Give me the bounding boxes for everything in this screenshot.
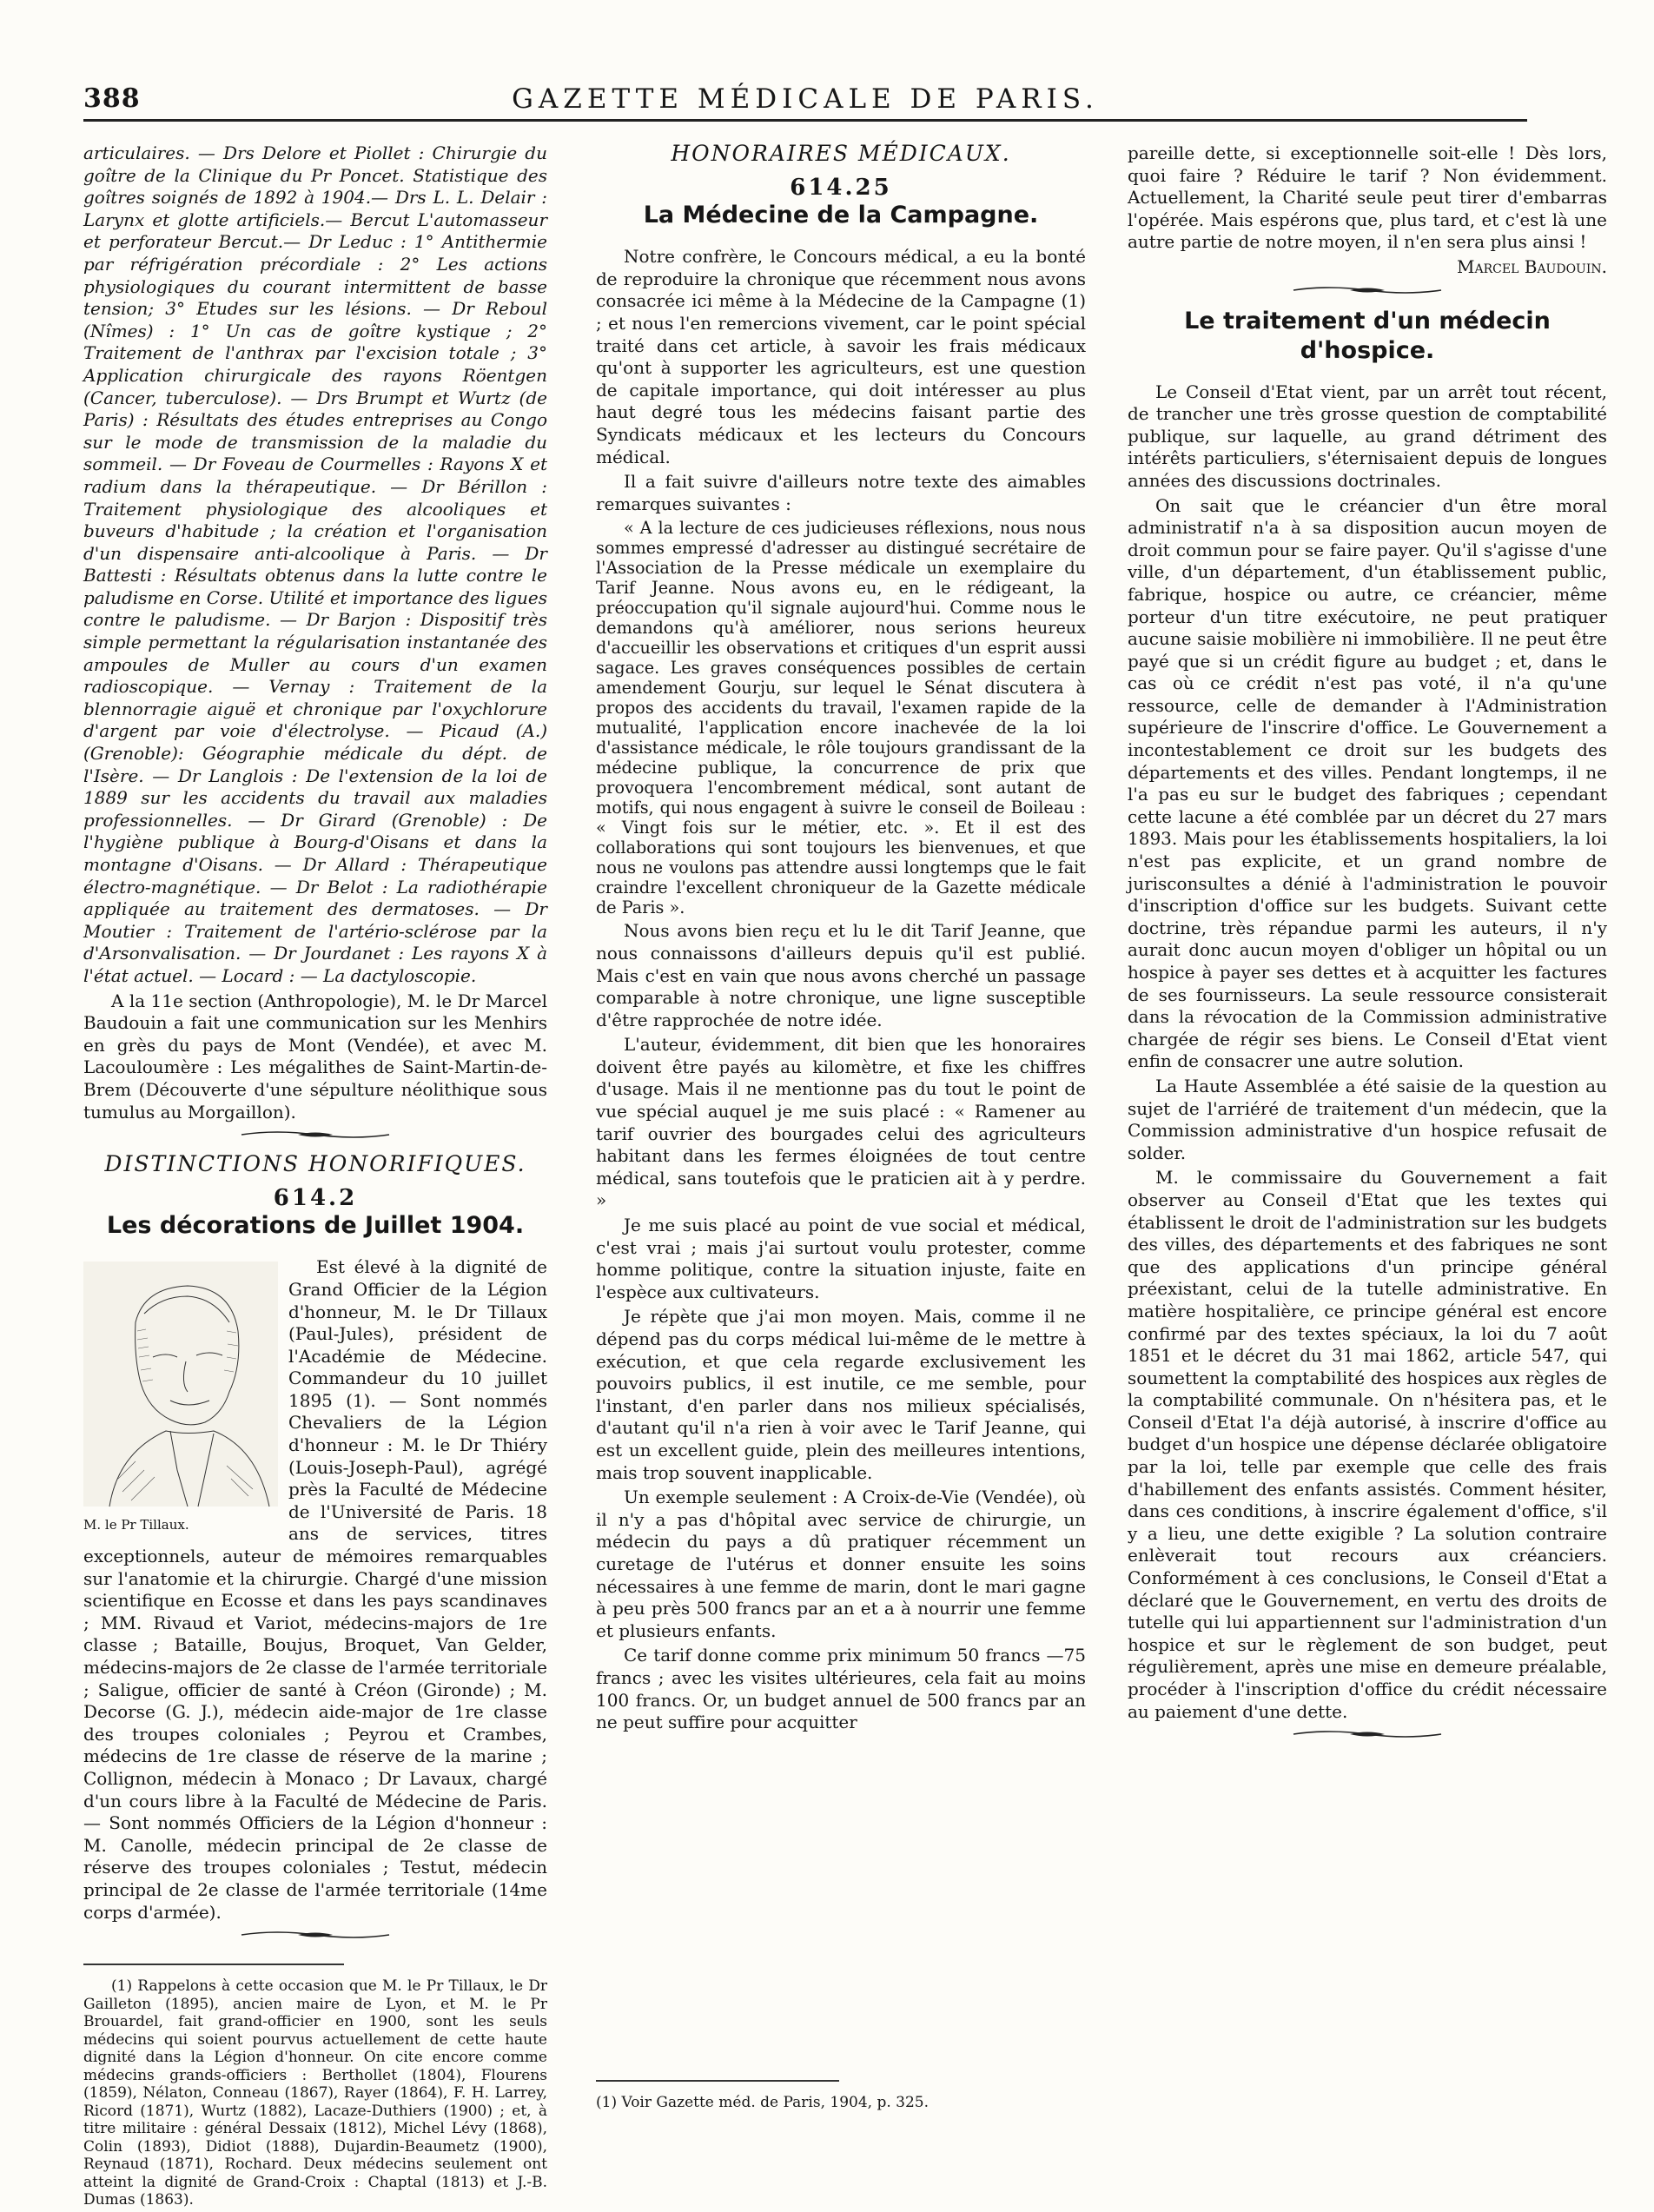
footnote-middle: (1) Voir Gazette méd. de Paris, 1904, p. 325. (596, 2094, 929, 2111)
portrait-caption: M. le Pr Tillaux. (83, 1516, 189, 1533)
column-left (83, 142, 547, 2212)
footnote-divider (83, 1964, 344, 1965)
paragraph: Il a fait suivre d'ailleurs notre texte des aimables remarques suivantes : (596, 471, 1086, 514)
column-right (1128, 142, 1607, 2141)
page-header (83, 80, 1527, 122)
section-title: HONORAIRES MÉDICAUX. (671, 141, 1011, 166)
paragraph: M. le commissaire du Gouvernement a fait observer au Conseil d'Etat que les textes qui établissent le droit de l'administration sur les budgets des villes, des départements et des fabriques ne sont que des applications d'un principe général préexistant, celui de la tutelle administrative. En matière hospitalière, ce principe général est encore confirmé par des textes spéciaux, la loi du 7 août 1851 et le décret du 31 mai 1862, article 547, qui soumettent la comptabilité des hospices aux règles de la comptabilité communale. On n'hésitera pas, et le Conseil d'Etat l'a déjà autorisé, à inscrire d'office au budget d'un hospice une dépense déclarée obligatoire par la loi, telle par exemple que celle des frais d'habillement des enfants assistés. Comment hésiter, dans ces conditions, à inscrire également d'office, s'il y a lieu, une dette exigible ? La solution contraire enlèverait tout recours aux créanciers. Conformément à ces conclusions, le Conseil d'Etat a déclaré que le Gouvernement, en vertu des droits de tutelle qui lui appartiennent sur l'administration d'un hospice et sur le règlement de son budget, peut régulièrement, après une mise en demeure préalable, procéder à l'inscription d'office du crédit nécessaire au paiement d'une dette. (1128, 1167, 1607, 1722)
paragraph: Notre confrère, le Concours médical, a eu la bonté de reproduire la chronique que récemment nous avons consacrée ici même à la Médecine de la Campagne (1) ; et nous l'en remercions vivement, car le point spécial traité dans cet article, à savoir les frais médicaux qu'ont à supporter les agriculteurs, est une question de capitale importance, qui doit intéresser au plus haut degré tous les médecins faisant partie des Syndicats médicaux et les lecteurs du Concours médical. (596, 246, 1086, 467)
paragraph: Je répète que j'ai mon moyen. Mais, comme il ne dépend pas du corps médical lui-même de le mettre à exécution, et que cela regarde exclusivement les pouvoirs publics, il est inutile, ce me semble, pour l'instant, d'en parler dans nos milieux spécialisés, d'autant qu'il n'a rien à voir avec le Tarif Jeanne, qui est un excellent guide, plein des meilleures intentions, mais trop souvent inapplicable. (596, 1306, 1086, 1483)
column-middle (596, 142, 1086, 1737)
portrait-engraving-icon (83, 1262, 278, 1507)
paragraph: On sait que le créancier d'un être moral administratif n'a à sa disposition aucun moyen de droit commun pour se faire payer. Qu'il s'agisse d'une ville, d'un département, d'un établissement public, fabrique, hospice ou autre, ce créancier, même porteur d'un titre exécutoire, ne peut pratiquer aucune saisie mobilière ni immobilière. Il ne peut être payé que si un crédit figure au budget ; et, dans le cas où ce crédit n'est pas voté, il n'a qu'une ressource, celle de demander à l'Administration supérieure de l'inscrire d'office. Le Gouvernement a incontestablement ce droit sur les budgets des départements et des villes. Pendant longtemps, il ne l'a pas eu sur le budget des fabriques ; cependant cette lacune a été comblée par un décret du 27 mars 1893. Mais pour les établissements hospitaliers, la loi n'est pas explicite, et un grand nombre de jurisconsultes a dénié à l'administration le pouvoir d'inscription d'office sur les budgets. Suivant cette doctrine, très répandue parmi les auteurs, il n'y aurait donc aucun moyen d'obliger un hôpital ou un hospice à payer ses dettes et à acquitter les factures de ses fournisseurs. La seule ressource consisterait dans la révocation de la Commission administrative chargée de régir ses biens. Le Conseil d'Etat vient enfin de consacrer une autre solution. (1128, 494, 1607, 1072)
journal-title: GAZETTE MÉDICALE DE PARIS. (512, 83, 1099, 115)
article-heading: La Médecine de la Campagne. (643, 202, 1039, 229)
footnote-divider (596, 2080, 839, 2082)
paragraph: Je me suis placé au point de vue social et médical, c'est vrai ; mais j'ai surtout voulu protester, comme homme politique, contre la situation injuste, faite en l'espèce aux cultivateurs. (596, 1215, 1086, 1302)
footnote-left: (1) Rappelons à cette occasion que M. le Pr Tillaux, le Dr Gailleton (1895), ancien maire de Lyon, et M. le Pr Brouardel, fait grand-officier en 1900, sont les seuls médecins qui soient pourvus actuellement de cette haute dignité dans la Légion d'honneur. On cite encore comme médecins grands-officiers : Berthollet (1804), Flourens (1859), Nélaton, Conneau (1867), Rayer (1864), F. H. Larrey, Ricord (1871), Wurtz (1882), Lacaze-Duthiers (1900) ; et, à titre militaire : général Dessaix (1812), Michel Lévy (1868), Colin (1893), Didiot (1888), Dujardin-Beaumetz (1900), Reynaud (1871), Rochard. Deux médecins seulement ont atteint la dignité de Grand-Croix : Chaptal (1813) et J.-B. Dumas (1863). (83, 1977, 547, 2209)
paragraph: L'auteur, évidemment, dit bien que les honoraires doivent être payés au kilomètre, et fixe les chiffres d'usage. Mais il ne mentionne pas du tout le point de vue spécial auquel je me suis placé : « Ramener au tarif ouvrier des bourgades celui des agriculteurs habitant dans les fermes éloignées de tout centre médical, sans toutefois que le praticien ait à y perdre. » (596, 1034, 1086, 1211)
article-number: 614.2 (273, 1184, 358, 1211)
ornament-divider-icon (237, 1129, 394, 1141)
anthropology-section-paragraph: A la 11e section (Anthropologie), M. le Dr Marcel Baudouin a fait une communication sur les Menhirs en grès du pays de Mont (Vendée), et avec M. Lacouloumère : Les mégalithes de Saint-Martin-de-Brem (Découverte d'une sépulture néolithique sous tumulus au Morgaillon). (83, 990, 547, 1123)
article-heading: Les décorations de Juillet 1904. (106, 1212, 525, 1240)
ornament-divider-icon (1289, 284, 1446, 296)
article-heading: Le traitement d'un médecin d'hospice. (1184, 307, 1551, 364)
decorations-paragraph: Est élevé à la dignité de Grand Officier de la Légion d'honneur, M. le Dr Tillaux (Paul-Jules), président de l'Académie de Médecine. Commandeur du 10 juillet 1895 (1). — Sont nommés Chevaliers de la Légion d'honneur : M. le Dr Thiéry (Louis-Joseph-Paul), agrégé près la Faculté de Médecine de l'Université de Paris. 18 ans de services, titres exceptionnels, auteur de mémoires remarquables sur l'anatomie et la chirurgie. Chargé d'une mission scientifique en Ecosse et dans les pays scandinaves ; MM. Rivaud et Variot, médecins-majors de 1re classe ; Bataille, Boujus, Broquet, Van Gelder, médecins-majors de 2e classe de l'armée territoriale ; Saligue, officier de santé à Créon (Gironde) ; M. Decorse (G. J.), médecin aide-major de 1re classe des troupes coloniales ; Peyrou et Crambes, médecins de 1re classe de réserve de la marine ; Collignon, médecin à Monaco ; Dr Lavaux, chargé d'un cours libre à la Faculté de Médecine de Paris. — Sont nommés Officiers de la Légion d'honneur : M. Canolle, médecin principal de 2e classe de réserve des troupes coloniales ; Testut, médecin principal de 2e classe de l'armée territoriale (14me corps d'armée). (83, 1256, 547, 1923)
portrait-figure (83, 1262, 278, 1533)
paragraph: Un exemple seulement : A Croix-de-Vie (Vendée), où il n'y a pas d'hôpital avec service de chirurgie, un médecin du pays a dû pratiquer récemment un curetage de l'utérus et donner ensuite les soins nécessaires à une femme de marin, dont le mari gagne à peu près 500 francs par an et a à nourrir une femme et plusieurs enfants. (596, 1487, 1086, 1641)
ornament-divider-icon (237, 1929, 394, 1941)
quotation: « A la lecture de ces judicieuses réflexions, nous nous sommes empressé d'adresser au distingué secrétaire de l'Association de la Presse médicale un exemplaire du Tarif Jeanne. Nous avons eu, en le rédigeant, la préoccupation qu'il signale aujourd'hui. Comme nous le demandons qu'à améliorer, nous serions heureux d'accueillir les observations et critiques d'un esprit aussi sagace. Les graves conséquences possibles de certain amendement Gourju, sur lequel le Sénat discutera à propos des accidents du travail, l'examen rapide de la mutualité, l'application encore inachevée de la loi d'assistance médicale, le rôle toujours grandissant de la médecine publique, la concurrence de prix que provoquera l'encombrement médical, sont autant de motifs, qui nous engagent à suivre le conseil de Boileau : « Vingt fois sur le métier, etc. ». Et il est des collaborations qui sont toujours les bienvenues, et que nous ne voulons pas attendre aussi longtemps que le fait craindre l'excellent chroniqueur de la Gazette médicale de Paris ». (596, 518, 1086, 918)
author-signature: Marcel Baudouin. (1457, 255, 1607, 277)
paragraph: pareille dette, si exceptionnelle soit-elle ! Dès lors, quoi faire ? Réduire le tarif ? Non évidemment. Actuellement, la Charité seule peut tirer d'embarras l'opérée. Mais espérons que, plus tard, et c'est là une autre partie de notre moyen, il n'en sera plus ainsi ! (1128, 142, 1607, 253)
article-number: 614.25 (790, 174, 892, 201)
page-number: 388 (83, 83, 141, 114)
section-title: DISTINCTIONS HONORIFIQUES. (104, 1151, 526, 1177)
paragraph: Nous avons bien reçu et lu le dit Tarif Jeanne, que nous connaissons d'ailleurs depuis qu'il est publié. Mais c'est en vain que nous avons cherché un passage comparable à notre chronique, une ligne susceptible d'être rapprochée de notre idée. (596, 920, 1086, 1030)
ornament-divider-icon (1289, 1728, 1446, 1740)
paragraph: Le Conseil d'Etat vient, par un arrêt tout récent, de trancher une très grosse question de comptabilité publique, sur laquelle, au grand détriment des intérêts particuliers, s'éternisaient depuis de longues années des discussions doctrinales. (1128, 381, 1607, 491)
paragraph: La Haute Assemblée a été saisie de la question au sujet de l'arriéré de traitement d'un médecin, que la Commission administrative d'un hospice refusait de solder. (1128, 1075, 1607, 1163)
congress-communications-list: articulaires. — Drs Delore et Piollet : Chirurgie du goître de la Clinique du Pr Poncet. Statistique des goîtres soignés de 1892 à 1904.— Drs L. L. Delair : Larynx et glotte artificiels.— Bercut L'automasseur et perforateur Bercut.— Dr Leduc : 1° Antithermie par réfrigération précordiale : 2° Les actions physiologiques du courant intermittent de basse tension; 3° Etudes sur les lésions. — Dr Reboul (Nîmes) : 1° Un cas de goître kystique ; 2° Traitement de l'anthrax par l'excision totale ; 3° Application chirurgicale des rayons Röentgen (Cancer, tuberculose). — Drs Brumpt et Wurtz (de Paris) : Résultats des études entreprises au Congo sur le mode de transmission de la maladie du sommeil. — Dr Foveau de Courmelles : Rayons X et radium dans la thérapeutique. — Dr Bérillon : Traitement physiologique des alcooliques et buveurs d'habitude ; la création et l'organisation d'un dispensaire anti-alcoolique à Paris. — Dr Battesti : Résultats obtenus dans la lutte contre le paludisme en Corse. Utilité et importance des ligues contre le paludisme. — Dr Barjon : Dispositif très simple permettant la régularisation instantanée des ampoules de Muller au cours d'un examen radioscopique. — Vernay : Traitement de la blennorragie aiguë et chronique par l'oxychlorure d'argent par voie d'électrolyse. — Picaud (A.) (Grenoble): Géographie médicale du dépt. de l'Isère. — Dr Langlois : De l'extension de la loi de 1889 sur les accidents du travail aux maladies professionnelles. — Dr Girard (Grenoble) : De l'hygiène publique à Bourg-d'Oisans et dans la montagne d'Oisans. — Dr Allard : Thérapeutique électro-magnétique. — Dr Belot : La radiothérapie appliquée au traitement des dermatoses. — Dr Moutier : Traitement de l'artério-sclérose par la d'Arsonvalisation. — Dr Jourdanet : Les rayons X à l'état actuel. — Locard : — La dactyloscopie. (83, 142, 547, 986)
paragraph: Ce tarif donne comme prix minimum 50 francs —75 francs ; avec les visites ultérieures, cela fait au moins 100 francs. Or, un budget annuel de 500 francs par an ne peut suffire pour acquitter (596, 1645, 1086, 1733)
